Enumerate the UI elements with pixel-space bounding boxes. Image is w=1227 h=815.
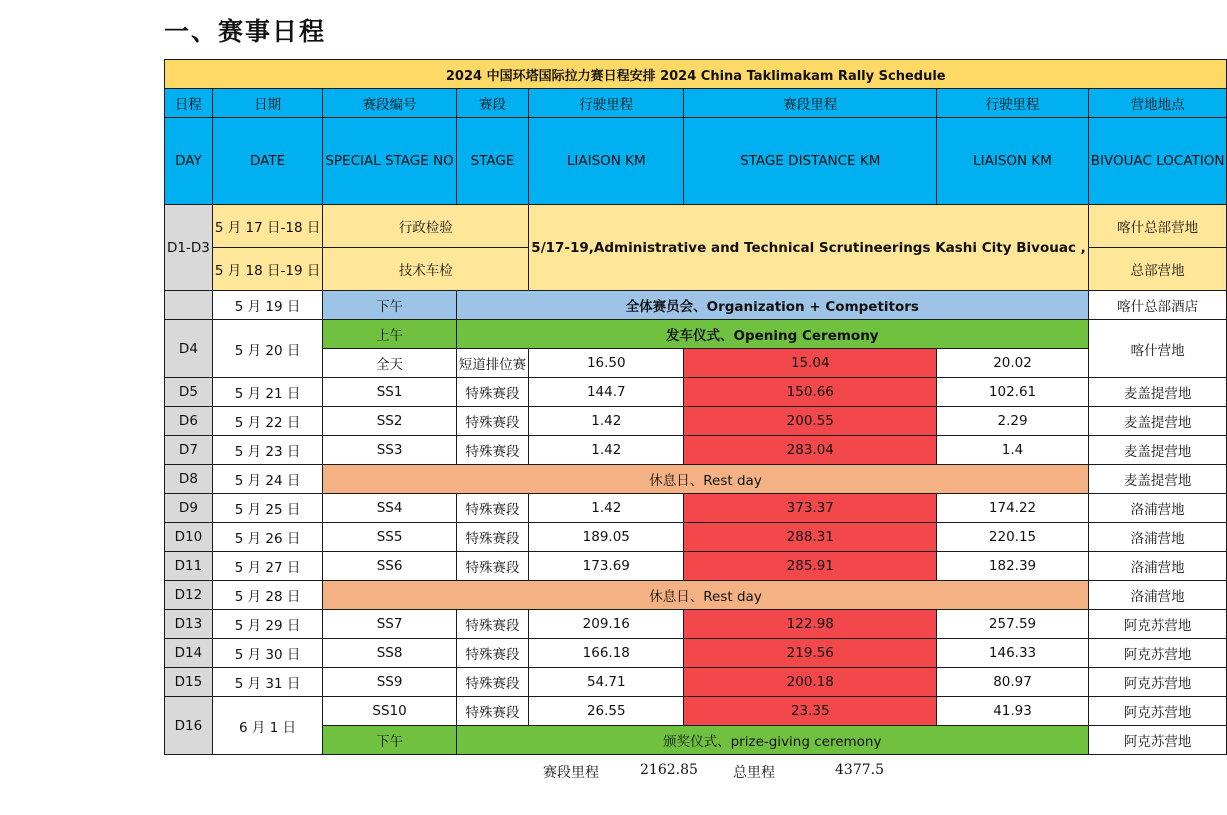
liaison-cell: 257.59 — [937, 610, 1089, 639]
date-cell: 5 月 25 日 — [212, 494, 322, 523]
liaison-cell: 80.97 — [937, 668, 1089, 697]
ss-cell: SS2 — [323, 407, 456, 436]
scrutineering-note: 5/17-19,Administrative and Technical Scrutineerings Kashi City Bivouac , — [529, 205, 1088, 291]
ss-cell: SS5 — [323, 523, 456, 552]
day-cell: D6 — [165, 407, 213, 436]
liaison-cell: 144.7 — [529, 378, 684, 407]
header-cn-ss: 赛段编号 — [323, 89, 456, 118]
day-cell: D10 — [165, 523, 213, 552]
overall-total-label: 总里程 — [733, 765, 775, 781]
liaison-cell: 146.33 — [937, 639, 1089, 668]
header-en-liaison2: LIAISON KM — [937, 118, 1089, 205]
meeting-event: 全体赛员会、Organization + Competitors — [456, 291, 1088, 320]
liaison-cell: 220.15 — [937, 523, 1089, 552]
date-cell: 5 月 18 日-19 日 — [212, 248, 322, 291]
distance-cell: 373.37 — [684, 494, 937, 523]
distance-cell: 15.04 — [684, 349, 937, 378]
date-cell: 5 月 28 日 — [212, 581, 322, 610]
location-cell: 洛浦营地 — [1088, 581, 1227, 610]
day-cell: D9 — [165, 494, 213, 523]
date-cell: 5 月 30 日 — [212, 639, 322, 668]
table-row — [165, 436, 1227, 465]
liaison-cell: 174.22 — [937, 494, 1089, 523]
table-row — [165, 465, 1227, 494]
table-row — [165, 320, 1227, 349]
table-row — [165, 581, 1227, 610]
header-cn-bivouac: 营地地点 — [1088, 89, 1227, 118]
location-cell: 阿克苏营地 — [1088, 726, 1227, 755]
liaison-cell: 1.42 — [529, 436, 684, 465]
date-cell: 5 月 24 日 — [212, 465, 322, 494]
table-row — [165, 494, 1227, 523]
table-row — [165, 610, 1227, 639]
distance-cell: 122.98 — [684, 610, 937, 639]
ss-cell: SS10 — [323, 697, 456, 726]
date-cell: 5 月 22 日 — [212, 407, 322, 436]
header-en-day: DAY — [165, 118, 213, 205]
event-cell: 技术车检 — [323, 248, 529, 291]
day-cell: D16 — [165, 697, 213, 755]
stage-cell: 特殊赛段 — [456, 668, 529, 697]
location-cell: 麦盖提营地 — [1088, 436, 1227, 465]
header-en-bivouac: BIVOUAC LOCATION — [1088, 118, 1227, 205]
ss-cell: SS9 — [323, 668, 456, 697]
day-cell: D7 — [165, 436, 213, 465]
liaison-cell: 182.39 — [937, 552, 1089, 581]
liaison-cell: 1.42 — [529, 494, 684, 523]
stage-cell: 特殊赛段 — [456, 436, 529, 465]
day-cell: D13 — [165, 610, 213, 639]
date-cell: 6 月 1 日 — [212, 697, 322, 755]
liaison-cell: 209.16 — [529, 610, 684, 639]
day-cell: D4 — [165, 320, 213, 378]
day-cell: D5 — [165, 378, 213, 407]
stage-cell: 特殊赛段 — [456, 610, 529, 639]
location-cell: 麦盖提营地 — [1088, 465, 1227, 494]
header-cn-day: 日程 — [165, 89, 213, 118]
liaison-cell: 20.02 — [937, 349, 1089, 378]
ss-cell: SS3 — [323, 436, 456, 465]
rest-day-cell: 休息日、Rest day — [323, 465, 1088, 494]
prize-ceremony: 颁奖仪式、prize-giving ceremony — [456, 726, 1088, 755]
table-row — [165, 726, 1227, 755]
table-row — [165, 349, 1227, 378]
ss-cell: SS6 — [323, 552, 456, 581]
distance-cell: 288.31 — [684, 523, 937, 552]
distance-cell: 285.91 — [684, 552, 937, 581]
distance-cell: 23.35 — [684, 697, 937, 726]
location-cell: 麦盖提营地 — [1088, 407, 1227, 436]
header-en-stage: STAGE — [456, 118, 529, 205]
header-cn-liaison2: 行驶里程 — [937, 89, 1089, 118]
table-row — [165, 639, 1227, 668]
overall-total-value: 4377.5 — [835, 762, 884, 778]
distance-cell: 200.18 — [684, 668, 937, 697]
liaison-cell: 26.55 — [529, 697, 684, 726]
liaison-cell: 189.05 — [529, 523, 684, 552]
date-cell: 5 月 26 日 — [212, 523, 322, 552]
location-cell: 阿克苏营地 — [1088, 610, 1227, 639]
rest-day-cell: 休息日、Rest day — [323, 581, 1088, 610]
liaison-cell: 1.42 — [529, 407, 684, 436]
date-cell: 5 月 27 日 — [212, 552, 322, 581]
day-cell: D8 — [165, 465, 213, 494]
stage-total-label: 赛段里程 — [543, 765, 599, 781]
location-cell: 洛浦营地 — [1088, 552, 1227, 581]
date-cell: 5 月 20 日 — [212, 320, 322, 378]
liaison-cell: 41.93 — [937, 697, 1089, 726]
header-row-en — [165, 118, 1227, 205]
location-cell: 阿克苏营地 — [1088, 697, 1227, 726]
ss-cell: SS4 — [323, 494, 456, 523]
table-row — [165, 378, 1227, 407]
time-cell: 全天 — [323, 349, 456, 378]
header-row-cn — [165, 89, 1227, 118]
stage-cell: 特殊赛段 — [456, 494, 529, 523]
stage-cell: 短道排位赛 — [456, 349, 529, 378]
date-cell: 5 月 31 日 — [212, 668, 322, 697]
location-cell: 喀什总部营地 — [1088, 205, 1227, 248]
liaison-cell: 102.61 — [937, 378, 1089, 407]
day-cell: D11 — [165, 552, 213, 581]
page-heading: 一、赛事日程 — [164, 17, 327, 46]
stage-total-value: 2162.85 — [640, 762, 698, 778]
stage-cell: 特殊赛段 — [456, 552, 529, 581]
date-cell: 5 月 23 日 — [212, 436, 322, 465]
date-cell: 5 月 17 日-18 日 — [212, 205, 322, 248]
location-cell: 总部营地 — [1088, 248, 1227, 291]
location-cell: 喀什总部酒店 — [1088, 291, 1227, 320]
time-cell: 下午 — [323, 291, 456, 320]
table-title: 2024 中国环塔国际拉力赛日程安排 2024 China Taklimakam Rally Schedule — [165, 60, 1227, 89]
day-cell: D12 — [165, 581, 213, 610]
location-cell: 洛浦营地 — [1088, 494, 1227, 523]
location-cell: 阿克苏营地 — [1088, 639, 1227, 668]
distance-cell: 283.04 — [684, 436, 937, 465]
stage-cell: 特殊赛段 — [456, 407, 529, 436]
table-row — [165, 668, 1227, 697]
time-cell: 上午 — [323, 320, 456, 349]
date-cell: 5 月 21 日 — [212, 378, 322, 407]
distance-cell: 150.66 — [684, 378, 937, 407]
table-row — [165, 407, 1227, 436]
day-cell: D14 — [165, 639, 213, 668]
liaison-cell: 54.71 — [529, 668, 684, 697]
stage-cell: 特殊赛段 — [456, 697, 529, 726]
opening-ceremony: 发车仪式、Opening Ceremony — [456, 320, 1088, 349]
liaison-cell: 16.50 — [529, 349, 684, 378]
table-row — [165, 291, 1227, 320]
day-cell: D1-D3 — [165, 205, 213, 291]
table-row — [165, 697, 1227, 726]
header-cn-date: 日期 — [212, 89, 322, 118]
location-cell: 喀什营地 — [1088, 320, 1227, 378]
liaison-cell: 2.29 — [937, 407, 1089, 436]
date-cell: 5 月 29 日 — [212, 610, 322, 639]
header-cn-liaison: 行驶里程 — [529, 89, 684, 118]
stage-cell: 特殊赛段 — [456, 378, 529, 407]
header-en-distance: STAGE DISTANCE KM — [684, 118, 937, 205]
day-cell-empty — [165, 291, 213, 320]
ss-cell: SS7 — [323, 610, 456, 639]
header-cn-stage: 赛段 — [456, 89, 529, 118]
header-en-date: DATE — [212, 118, 322, 205]
event-cell: 行政检验 — [323, 205, 529, 248]
liaison-cell: 173.69 — [529, 552, 684, 581]
table-row — [165, 523, 1227, 552]
day-cell: D15 — [165, 668, 213, 697]
table-row — [165, 205, 1227, 248]
distance-cell: 219.56 — [684, 639, 937, 668]
location-cell: 阿克苏营地 — [1088, 668, 1227, 697]
stage-cell: 特殊赛段 — [456, 523, 529, 552]
stage-cell: 特殊赛段 — [456, 639, 529, 668]
header-en-ss: SPECIAL STAGE NO — [323, 118, 456, 205]
date-cell: 5 月 19 日 — [212, 291, 322, 320]
ss-cell: SS1 — [323, 378, 456, 407]
ss-cell: SS8 — [323, 639, 456, 668]
liaison-cell: 1.4 — [937, 436, 1089, 465]
location-cell: 麦盖提营地 — [1088, 378, 1227, 407]
liaison-cell: 166.18 — [529, 639, 684, 668]
distance-cell: 200.55 — [684, 407, 937, 436]
location-cell: 洛浦营地 — [1088, 523, 1227, 552]
schedule-table — [164, 59, 1227, 755]
time-cell: 下午 — [323, 726, 456, 755]
header-en-liaison: LIAISON KM — [529, 118, 684, 205]
table-row — [165, 552, 1227, 581]
header-cn-distance: 赛段里程 — [684, 89, 937, 118]
